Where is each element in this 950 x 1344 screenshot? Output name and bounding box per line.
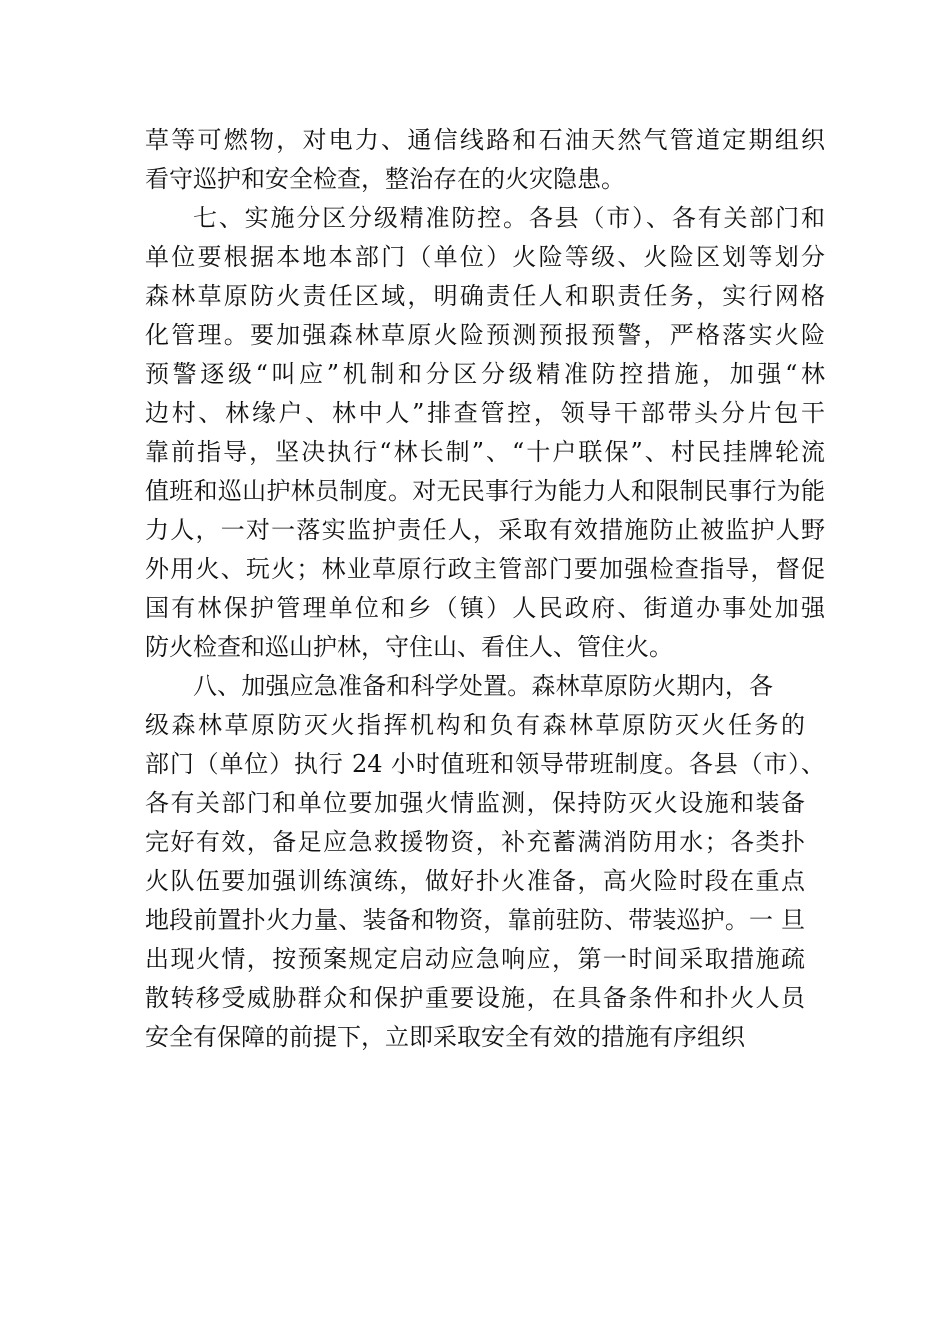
text-line: 边村、林缘户、林中人”排查管控，领导干部带头分片包干 [145,399,825,427]
text-line: 地段前置扑火力量、装备和物资，靠前驻防、带装巡护。一 旦 [145,906,805,934]
text-line: 值班和巡山护林员制度。对无民事行为能力人和限制民事行为能 [145,477,825,505]
text-line: 各有关部门和单位要加强火情监测，保持防灭火设施和装备 [145,789,805,817]
text-line: 看守巡护和安全检查，整治存在的火灾隐患。 [145,165,625,193]
text-line: 防火检查和巡山护林，守住山、看住人、管住火。 [145,633,673,661]
text-line: 安全有保障的前提下，立即采取安全有效的措施有序组织 [145,1023,745,1051]
paragraph-heading-seven: 七、实施分区分级精准防控。各县（市）、各有关部门和 [193,204,825,232]
text-line: 级森林草原防灭火指挥机构和负有森林草原防灭火任务的 [145,711,805,739]
text-line: 森林草原防火责任区域，明确责任人和职责任务，实行网格 [145,282,825,310]
text-line: 力人，一对一落实监护责任人，采取有效措施防止被监护人野 [145,516,825,544]
text-line: 草等可燃物，对电力、通信线路和石油天然气管道定期组织 [145,126,825,154]
text-line: 外用火、玩火；林业草原行政主管部门要加强检查指导，督促 [145,555,825,583]
text-line: 化管理。要加强森林草原火险预测预报预警，严格落实火险 [145,321,825,349]
text-line: 国有林保护管理单位和乡（镇）人民政府、街道办事处加强 [145,594,825,622]
paragraph-heading-eight: 八、加强应急准备和科学处置。森林草原防火期内，各 [193,672,773,700]
text-line: 散转移受威胁群众和保护重要设施，在具备条件和扑火人员 [145,984,805,1012]
text-line: 火队伍要加强训练演练，做好扑火准备，高火险时段在重点 [145,867,805,895]
document-body [145,121,825,1057]
text-line: 部门（单位）执行 24 小时值班和领导带班制度。各县（市）、 [145,750,825,778]
text-line: 预警逐级“叫应”机制和分区分级精准防控措施，加强“林 [145,360,825,388]
text-line: 靠前指导，坚决执行“林长制”、“十户联保”、村民挂牌轮流 [145,438,825,466]
text-line: 出现火情，按预案规定启动应急响应，第一时间采取措施疏 [145,945,805,973]
text-line: 单位要根据本地本部门（单位）火险等级、火险区划等划分 [145,243,825,271]
text-line: 完好有效，备足应急救援物资，补充蓄满消防用水；各类扑 [145,828,805,856]
